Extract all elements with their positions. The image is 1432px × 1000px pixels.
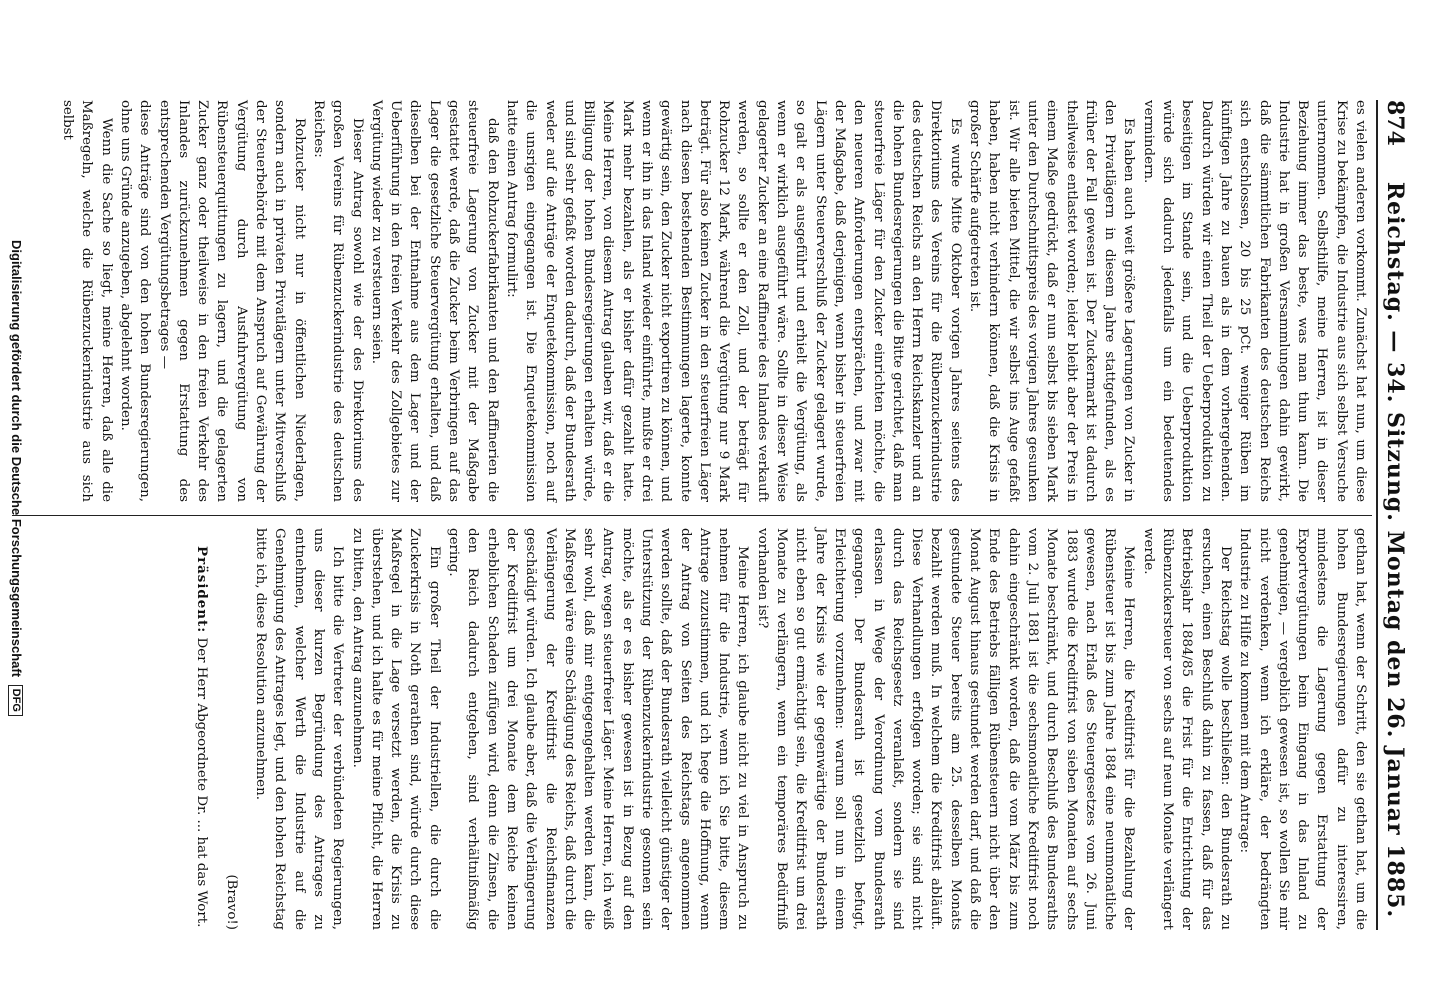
paragraph: Ein großer Theil der Industriellen, die durch die Zuckerkrisis in Noth gerathen sind, würde durch diese Maßregel in die Lage versetzt werden, die Krisis zu überstehen, und ich halte es für meine Pflicht, die Herren zu bitten, den Antrag anzunehmen. — [349, 528, 442, 930]
paragraph: Es wurde Mitte Oktober vorigen Jahres seitens des Direktoriums des Vereins für die Rübenzuckerindustrie des deutschen Reichs an den Herrn Reichskanzler und an die hohen Bundesregierungen die Bitte gerichtet, daß man steuerfreie Läger für den Zucker einrichten möchte, die den neueren Anforderungen entsprächen, und zwar mit der Maßgabe, daß derjenigen, wenn bisher in steuerfreien Lägern unter Steuerverschluß der Zucker gelagert wurde, so galt er als ausgeführt und erhielt die Vergütung, als wenn er wirklich ausgeführt wäre. Sollte in dieser Weise gelagerter Zucker an eine Raffinerie des Inlandes verkauft werden, so sollte er den Zoll, und der beträgt für Rohzucker 12 Mark, während die Vergütung nur 9 Mark beträgt. Für also keinen Zucker in den steuerfreien Läger nach diesen bestehenden Bestimmungen lagerte, konnte gewärtig sein, den Zucker nicht exportiren zu können, und wenn er ihn in das Inland wieder einführte, mußte er drei Mark mehr bezahlen, als er bisher dafür gezahlt hatte. Meine Herren, von diesem Antrag glauben wir, daß er die Billigung der hohen Bundesregierungen erhalten würde, und sind sehr gefaßt worden dadurch, daß der Bundesrath weder auf die Anträge der Enquetekommission, noch auf die unsrigen eingegangen ist. Die Enquetekommission hatte einen Antrag formulirt: — [503, 100, 963, 502]
applause-note: (Bravo!) — [223, 874, 239, 930]
right-column — [192, 528, 1370, 930]
paragraph: gethan hat, wenn der Schritt, den sie gethan hat, um die hohen Bundesregierungen dafür zu interessiren, mindestens die Lagerung gegen Erstattung der Exportvergütungen beim Eingang in das Inland zu genehmigen, — vergeblich gewesen ist, so wollen Sie mir nicht verdenken, wenn ich erkläre, der bedrängten Industrie zu Hilfe zu kommen mit dem Antrage: — [1237, 528, 1368, 930]
speaker-label: Präsident: — [194, 546, 211, 634]
digitization-credit — [8, 240, 24, 716]
page-number: 874 — [1382, 100, 1408, 146]
page-header — [1376, 100, 1424, 930]
credit-text: Digitalisierung gefördert durch die Deutsche Forschungsgemeinschaft — [9, 240, 25, 678]
speaker-text: Der Herr Abgeordnete Dr. ... hat das Wort. — [194, 637, 210, 928]
quoted-motion: Rohzucker nicht nur in öffentlichen Niederlagen, sondern auch in privaten Privatlägern unter Mitverschluß der Steuerbehörde mit dem Anspruch auf Gewährung der Vergütung durch Ausfuhrvergütung von Rübensteuerquittungen zu lagern, und die gelagerten Zucker ganz oder theilweise in den freien Verkehr des Inlandes zurückzunehmen gegen Erstattung des entsprechenden Vergütungsbetrages — — [156, 100, 307, 502]
left-column — [58, 100, 1370, 502]
page-title: Reichstag. — 34. Sitzung. Montag den 26. Januar 1885. — [1382, 181, 1408, 919]
quoted-motion: daß den Rohzuckerfabrikanten und den Raffinerien die steuerfreie Lagerung von Zucker mit der Maßgabe gestattet werde, daß die Zucker beim Verbringen auf das Lager die gesetzliche Steuervergütung erhalten, und daß dieselben bei der Entnahme aus dem Lager und der Ueberführung in den freien Verkehr des Zollgebietes zur Vergütung wieder zu versteuern seien. — [368, 100, 500, 502]
paragraph: Meine Herren, ich glaube nicht zu viel in Anspruch zu nehmen für die Industrie, wenn ich Sie bitte, diesem Antrage zuzustimmen, und ich hege die Hoffnung, wenn der Antrag von Seiten des Reichstags angenommen werden sollte, daß der Bundesrath vielleicht günstiger der Unterstützung der Rübenzuckerindustrie gesonnen sein möchte, als er es bisher gewesen ist in Bezug auf den Antrag, wegen steuerfreier Läger. Meine Herren, ich weiß sehr wohl, daß mir entgegengehalten werden kann, die Maßregel wäre eine Schädigung des Reichs, daß durch die Verlängerung der Kreditfrist die Reichsfinanzen geschädigt würden. Ich glaube aber, daß die Verlängerung der Kreditfrist um drei Monate dem Reiche keinen erheblichen Schaden zufügen wird, denn die Zinsen, die den Reich dadurch entgehen, sind verhältnißmäßig gering. — [446, 528, 751, 930]
dfg-logo: DFG — [8, 685, 23, 716]
paragraph: Es haben auch weit größere Lagerungen von Zucker in den Privatlägern in diesem Jahre stattgefunden, als es früher der Fall gewesen ist. Der Zuckermarkt ist dadurch theilweise entlastet worden; leider bleibt aber der Preis in einem Maße gedrückt, daß er nun selbst bis sieben Mark unter den Durchschnittspreis des vorigen Jahres gesunken ist. Wir alle bieten Mittel, die wir selbst ins Auge gefaßt haben, haben nicht verhindern können, daß die Krisis in großer Schärfe aufgetreten ist. — [967, 100, 1137, 502]
president-line — [192, 528, 211, 930]
paragraph: Meine Herren, die Kreditfrist für die Bezahlung der Rübensteuer ist bis zum Jahre 1884 eine neunmonatliche gewesen, nach Erlaß des Steuergesetzes vom 26. Juni 1883 wurde die Kreditfrist von sieben Monaten auf sechs Monate beschränkt, und durch Beschluß des Bundesraths vom 2. Juli 1881 ist die sechsmonatliche Kreditfrist noch dahin eingeschränkt worden, daß die vom März bis zum Ende des Betriebs fälligen Rübensteuern nicht über den Monat August hinaus gestundet werden darf, und daß die gestundete Steuer bereits am 25. desselben Monats bezahlt werden muß. In welchem die Kreditfrist abläuft. Diese Verhandlungen erfolgen worden; sie sind nicht durch das Reichsgesetz veranlaßt, sondern sie sind erlassen in Wege der Verordnung vom Bundesrath gegangen. Der Bundesrath ist gesetzlich befugt, Erleichterung vorzunehmen: warum soll nun in einem Jahre der Krisis wie der gegenwärtige der Bundesrath nicht eben so gut ermächtigt sein, die Kreditfrist um drei Monate zu verlängern, wenn ein temporäres Bedürfniß vorhanden ist? — [754, 528, 1137, 930]
paragraph: diese Anträge sind von den hohen Bundesregierungen, ohne uns Gründe anzugeben, abgelehnt worden. — [118, 100, 153, 502]
paragraph: es vielen anderen vorkommt. Zunächst hat nun, um diese Krise zu bekämpfen, die Industrie aus sich selbst Versuche unternommen. Selbsthilfe, meine Herren, ist in dieser Beziehung immer das beste, was man thun kann. Die Industrie hat in großen Versammlungen dahin gewirkt, daß die sämmtlichen Fabrikanten des deutschen Reichs sich entschlossen, 20 bis 25 pCt. weniger Rüben im künftigen Jahre zu bauen als in dem vorhergehenden. Dadurch würden wir einen Theil der Ueberproduktion zu beseitigen im Stande sein, und die Ueberproduktion würde sich dadurch jedenfalls um ein bedeutendes vermindern. — [1140, 100, 1368, 502]
paragraph: Dieser Antrag sowohl wie der des Direktoriums des großen Vereins für Rübenzuckerindustrie des deutschen Reiches: — [310, 100, 365, 502]
column-divider — [12, 515, 1372, 516]
quoted-motion: Der Reichstag wolle beschließen: den Bundesrath zu ersuchen, einen Beschluß dahin zu fassen, daß für das Betriebsjahr 1884/85 die Frist für die Entrichtung der Rübenzuckersteuer von sechs auf neun Monate verlängert werde. — [1140, 528, 1233, 930]
paragraph: Wenn die Sache so liegt, meine Herren, daß alle die Maßregeln, welche die Rübenzuckerindustrie aus sich selbst — [60, 100, 114, 502]
paragraph: Ich bitte die Vertreter der verbündeten Regierungen, uns dieser kurzen Begründung des Antrages zu entnehmen, welcher Werth die Industrie auf die Genehmigung des Antrages legt, und den hohen Reichstag bitte ich, diese Resolution anzunehmen. — [253, 528, 346, 930]
